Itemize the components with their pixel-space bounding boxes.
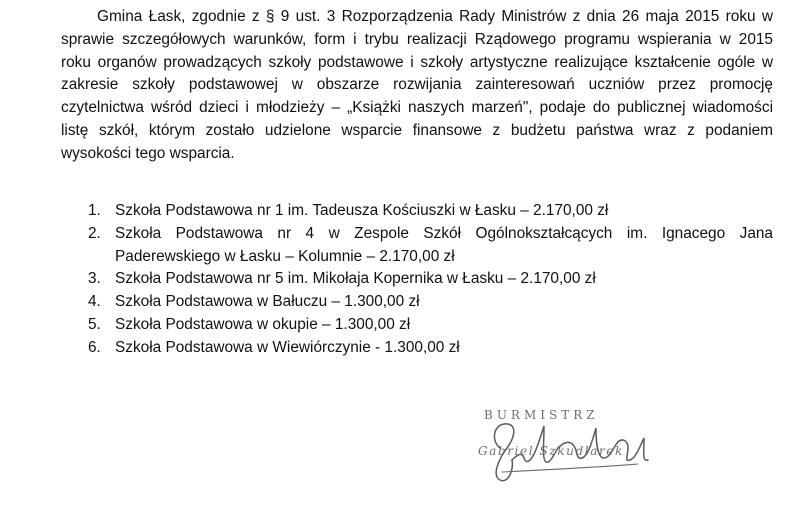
school-entry: Szkoła Podstawowa w Wiewiórczynie - 1.300,00 zł bbox=[115, 338, 460, 356]
intro-line: sprawie szczegółowych warunków, form i trybu realizacji Rządowego programu wspierania w 2015 bbox=[61, 30, 773, 48]
school-entry: Szkoła Podstawowa nr 1 im. Tadeusza Kościuszki w Łasku – 2.170,00 zł bbox=[115, 202, 609, 219]
school-entry: Szkoła Podstawowa nr 5 im. Mikołaja Kopernika w Łasku – 2.170,00 zł bbox=[115, 270, 596, 288]
handwritten-signature bbox=[478, 402, 658, 502]
intro-line: roku organów prowadzących szkoły podstawowe i szkoły artystyczne realizujące kształcenie ogóle w bbox=[61, 53, 773, 71]
list-number: 5. bbox=[88, 315, 101, 333]
intro-line: czytelnictwa wśród dzieci i młodzieży – „Książki naszych marzeń", podaje do publicznej wiadomości bbox=[61, 99, 773, 117]
school-list bbox=[88, 200, 773, 360]
list-number: 6. bbox=[88, 338, 101, 356]
intro-line: listę szkół, którym zostało udzielone wsparcie finansowe z budżetu państwa wraz z podaniem bbox=[61, 121, 773, 139]
school-entry: Szkoła Podstawowa w okupie – 1.300,00 zł bbox=[115, 315, 411, 333]
school-list-item bbox=[88, 314, 773, 337]
stamp-name: Gabriel Szkudlarek bbox=[478, 444, 624, 458]
school-list-item bbox=[88, 337, 773, 360]
list-number: 3. bbox=[88, 270, 101, 288]
stamp-title: BURMISTRZ bbox=[484, 408, 599, 422]
intro-line: zakresie szkoły podstawowej w obszarze rozwijania zainteresowań uczniów przez promocję bbox=[61, 76, 773, 94]
school-list-item bbox=[88, 223, 773, 269]
school-entry: Szkoła Podstawowa nr 4 w Zespole Szkół Ogólnokształcących im. Ignacego Jana Paderewskiego w Łasku – Kolumnie – 2.170,00 zł bbox=[115, 224, 773, 265]
school-entry: Szkoła Podstawowa w Bałuczu – 1.300,00 zł bbox=[115, 293, 420, 311]
school-list-item bbox=[88, 200, 773, 223]
intro-line: wysokości tego wsparcia. bbox=[61, 144, 235, 162]
list-number: 4. bbox=[88, 293, 101, 311]
school-list-item bbox=[88, 291, 773, 314]
list-number: 2. bbox=[88, 224, 101, 242]
intro-line: Gmina Łask, zgodnie z § 9 ust. 3 Rozporządzenia Rady Ministrów z dnia 26 maja 2015 roku w bbox=[97, 8, 773, 25]
list-number: 1. bbox=[88, 202, 101, 219]
school-list-item bbox=[88, 268, 773, 291]
intro-paragraph bbox=[61, 6, 773, 166]
mayor-stamp bbox=[478, 402, 658, 502]
